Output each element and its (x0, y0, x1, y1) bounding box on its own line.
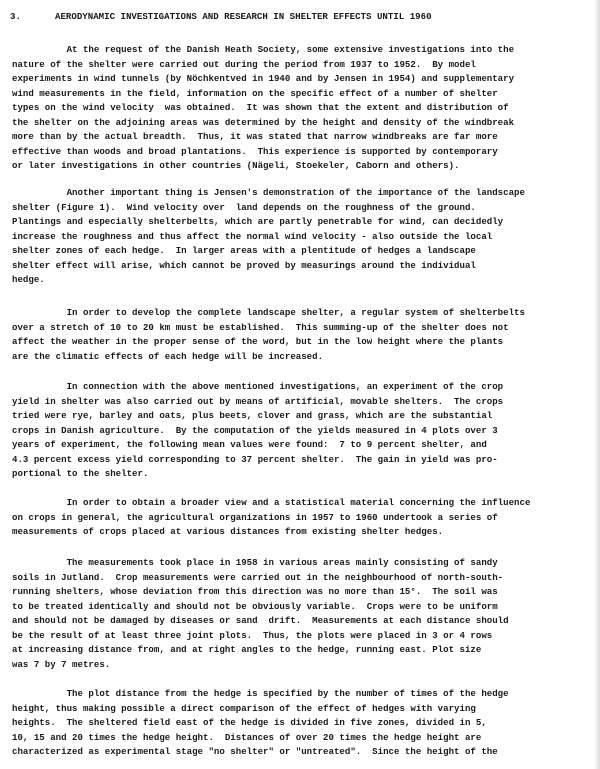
text-line: was 7 by 7 metres. (12, 658, 111, 670)
text-line: are the climatic effects of each hedge will be increased. (12, 350, 324, 362)
text-line: measurements of crops placed at various distances from existing shelter hedges. (12, 526, 444, 538)
text-line: shelter (Figure 1). Wind velocity over land depends on the roughness of the ground. (12, 201, 476, 213)
text-line: tried were rye, barley and oats, plus beets, clover and grass, which are the substantial (12, 410, 493, 422)
text-line: years of experiment, the following mean values were found: 7 to 9 percent shelter, and (12, 439, 487, 451)
text-line: and should not be damaged by diseases or sand drift. Measurements at each distance should (12, 615, 509, 627)
text-line: over a stretch of 10 to 20 km must be established. This summing-up of the shelter does not (12, 321, 509, 333)
text-line: effective than woods and broad plantations. This experience is supported by contemporary (12, 145, 498, 157)
text-line: In connection with the above mentioned investigations, an experiment of the crop (12, 381, 504, 392)
text-line: or later investigations in other countries (Nägeli, Stoekeler, Caborn and others). (12, 160, 460, 172)
text-line: be the result of at least three joint plots. Thus, the plots were placed in 3 or 4 rows (12, 629, 493, 641)
text-line: running shelters, whose deviation from this direction was no more than 15°. The soil was (12, 586, 498, 598)
text-line: affect the weather in the proper sense of the word, but in the low height where the plants (12, 336, 504, 348)
text-line: at increasing distance from, and at right angles to the hedge, running east. Plot size (12, 644, 482, 656)
text-line: wind measurements in the field, information on the specific effect of a number of shelter (12, 87, 498, 99)
text-line: The measurements took place in 1958 in various areas mainly consisting of sandy (12, 557, 498, 568)
text-line: In order to develop the complete landscape shelter, a regular system of shelterbelts (12, 307, 525, 318)
section-title: AERODYNAMIC INVESTIGATIONS AND RESEARCH IN SHELTER EFFECTS UNTIL 1960 (55, 11, 432, 22)
text-line: The plot distance from the hedge is specified by the number of times of the hedge (12, 688, 509, 699)
text-line: Plantings and especially shelterbelts, which are partly penetrable for wind, can decidedly (12, 216, 504, 228)
text-line: heights. The sheltered field east of the hedge is divided in five zones, divided in 5, (12, 717, 487, 729)
text-line: 4.3 percent excess yield corresponding to 37 percent shelter. The gain in yield was pro- (12, 453, 498, 465)
text-line: crops in Danish agriculture. By the computation of the yields measured in 4 plots over 3 (12, 424, 498, 436)
paragraph-2 (12, 186, 525, 288)
text-line: yield in shelter was also carried out by means of artificial, movable shelters. The crops (12, 395, 504, 407)
text-line: increase the roughness and thus affect the normal wind velocity - also outside the local (12, 230, 493, 242)
text-line: Another important thing is Jensen's demonstration of the importance of the landscape (12, 187, 525, 198)
text-line: 10, 15 and 20 times the hedge height. Distances of over 20 times the hedge height are (12, 731, 482, 743)
text-line: types on the wind velocity was obtained. It was shown that the extent and distribution of (12, 102, 509, 114)
text-line: shelter zones of each hedge. In larger areas with a plentitude of hedges a landscape (12, 245, 476, 257)
section-number: 3. (10, 11, 21, 22)
paragraph-3 (12, 306, 525, 364)
text-line: more than by the actual breadth. Thus, it was stated that narrow windbreaks are far more (12, 131, 498, 143)
text-line: portional to the shelter. (12, 468, 149, 480)
text-line: characterized as experimental stage "no shelter" or "untreated". Since the height of the (12, 746, 498, 758)
paragraph-7 (12, 687, 509, 760)
paragraph-6 (12, 556, 509, 672)
text-line: hedge. (12, 274, 45, 286)
paragraph-1 (12, 43, 514, 174)
text-line: soils in Jutland. Crop measurements were carried out in the neighbourhood of north-south- (12, 571, 504, 583)
text-line: In order to obtain a broader view and a statistical material concerning the influence (12, 497, 531, 508)
paragraph-4 (12, 380, 503, 482)
text-line: shelter effect will arise, which cannot be proved by measurings around the individual (12, 259, 476, 271)
text-line: At the request of the Danish Heath Society, some extensive investigations into the (12, 44, 515, 55)
text-line: height, thus making possible a direct comparison of the effect of hedges with varying (12, 702, 476, 714)
paragraph-5 (12, 496, 530, 540)
text-line: nature of the shelter were carried out during the period from 1937 to 1952. By model (12, 58, 476, 70)
text-line: the shelter on the adjoining areas was determined by the height and density of the windbreak (12, 116, 515, 128)
text-line: to be treated identically and should not be obviously variable. Crops were to be uniform (12, 600, 498, 612)
scan-edge-shadow (594, 0, 600, 769)
text-line: experiments in wind tunnels (by Nöchkentved in 1940 and by Jensen in 1954) and supplementary (12, 73, 515, 85)
text-line: on crops in general, the agricultural organizations in 1957 to 1960 undertook a series of (12, 511, 498, 523)
